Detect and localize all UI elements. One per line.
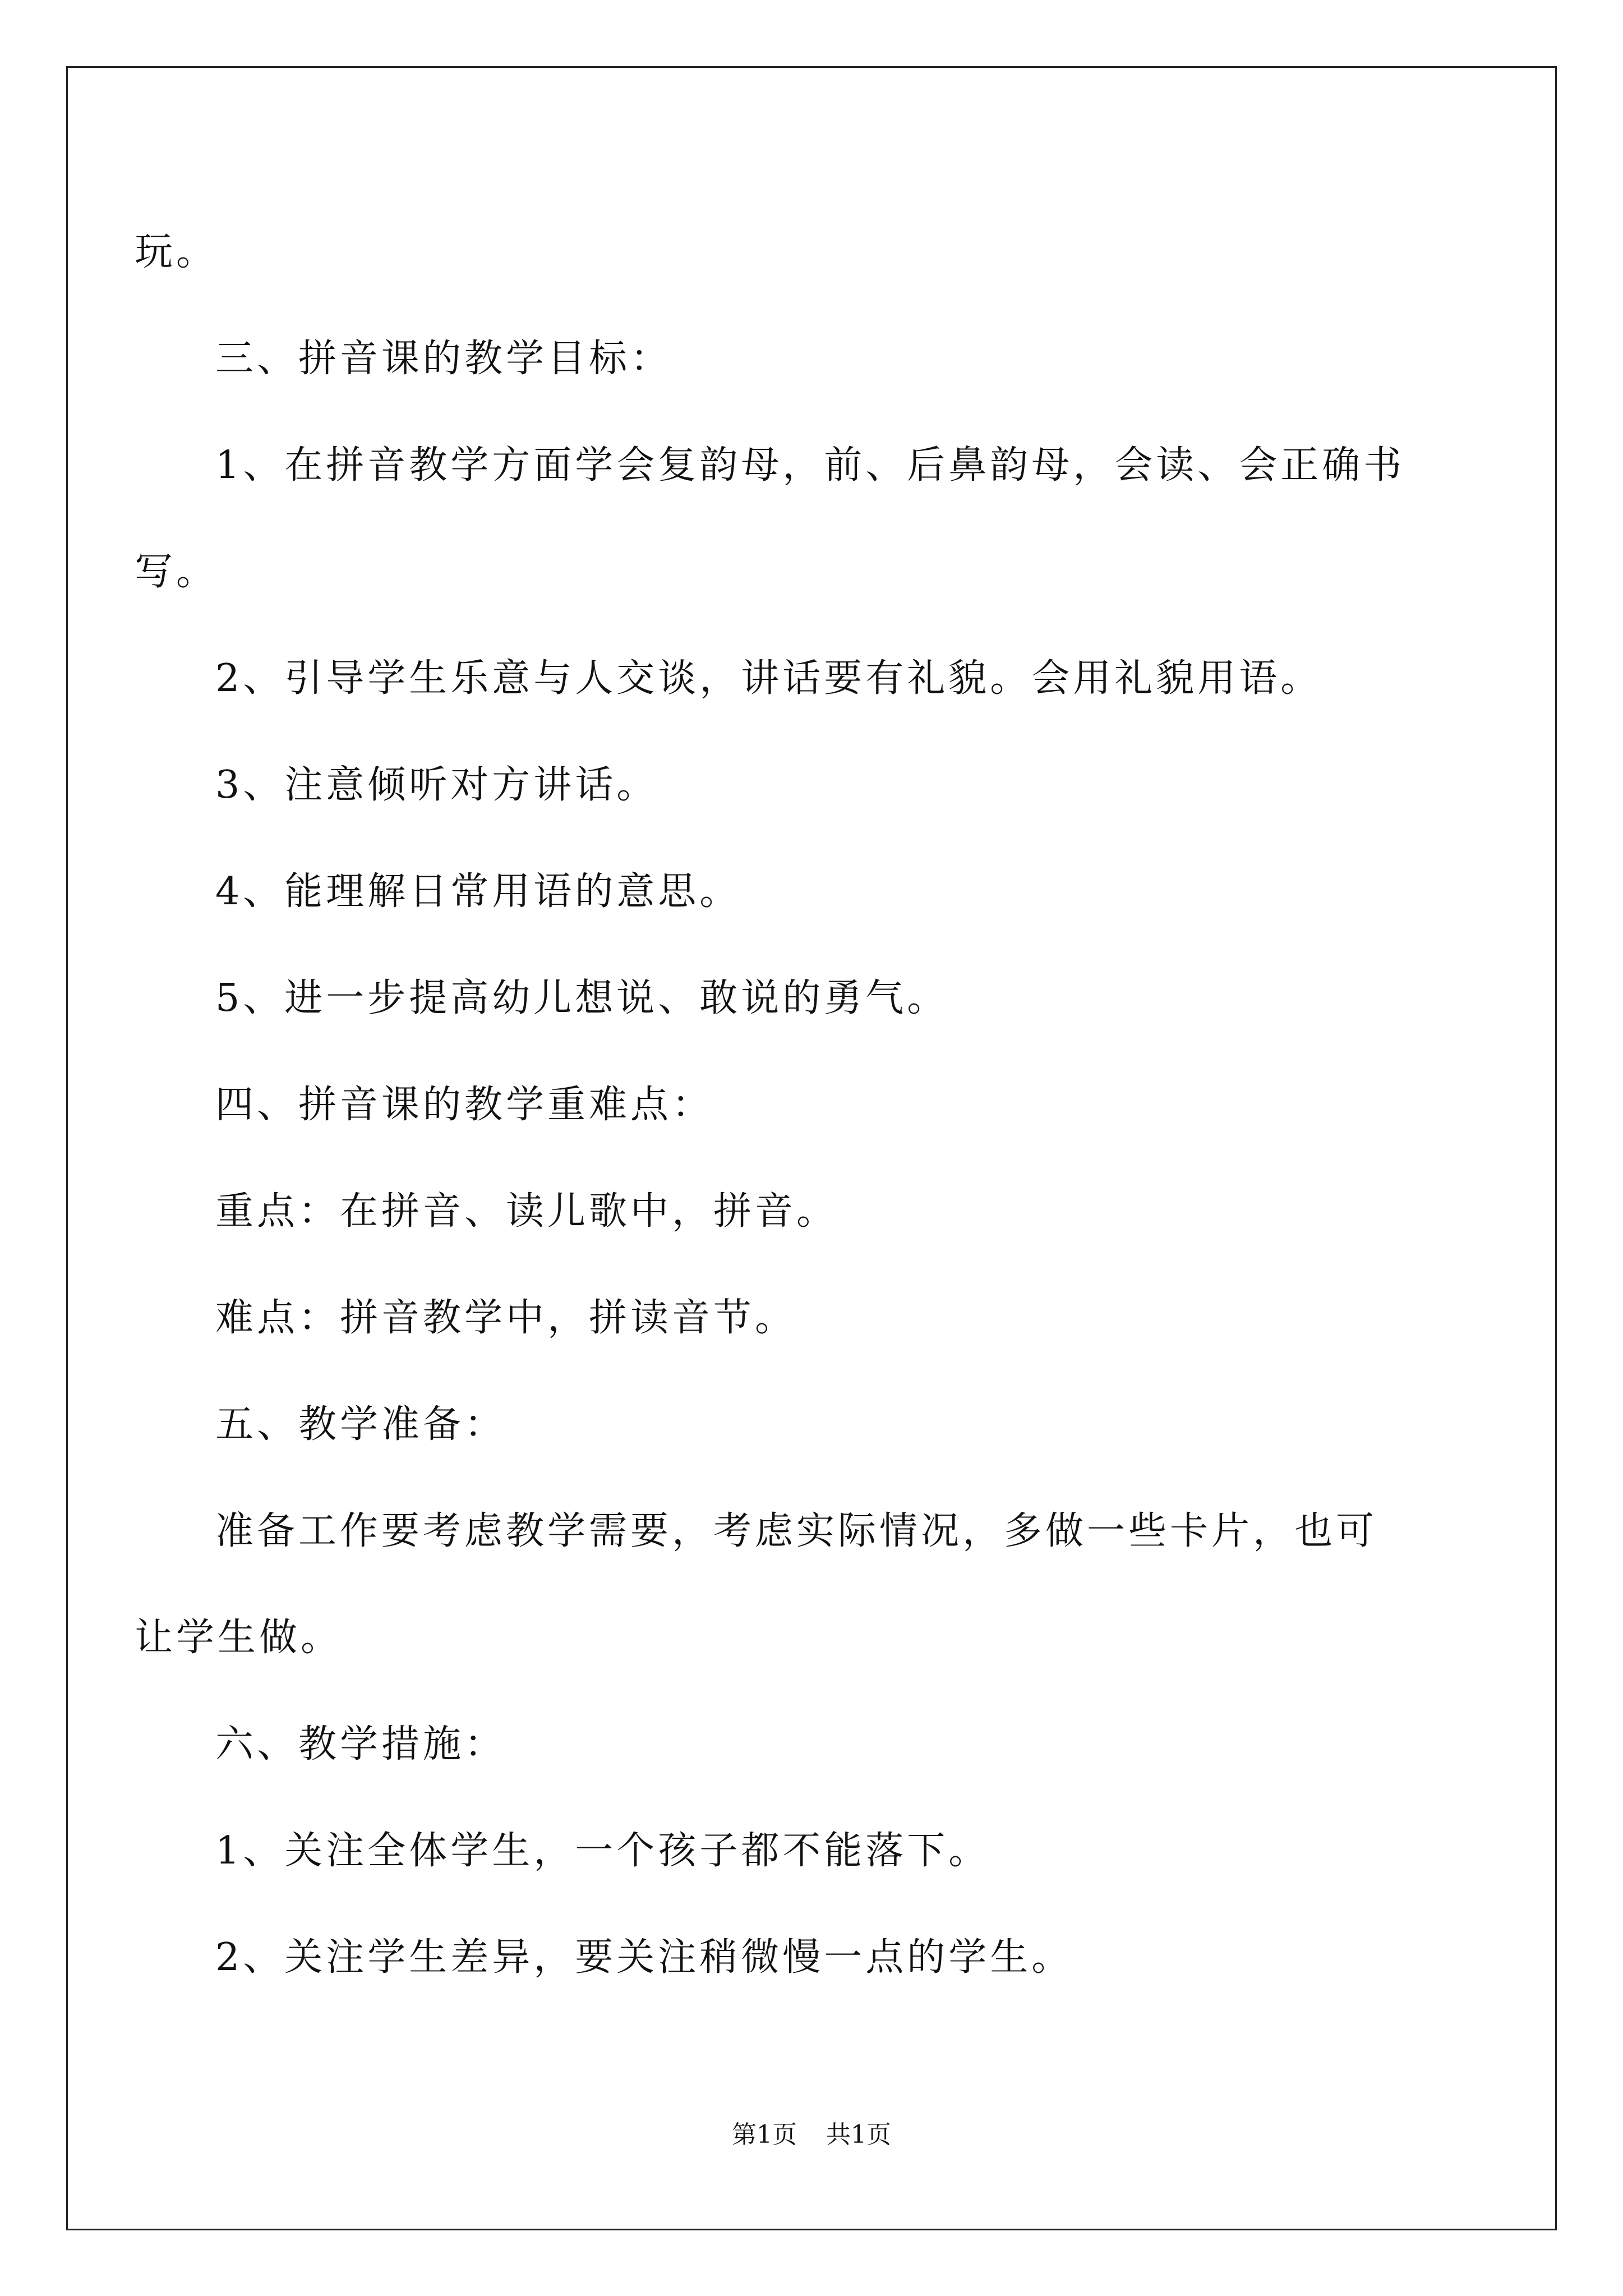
- text-line: 2、引导学生乐意与人交谈，讲话要有礼貌。会用礼貌用语。: [215, 656, 1322, 701]
- text-line: 3、注意倾听对方讲话。: [215, 763, 658, 807]
- text-line: 写。: [135, 550, 218, 594]
- text-line: 2、关注学生差异，要关注稍微慢一点的学生。: [215, 1935, 1073, 1980]
- text-line: 4、能理解日常用语的意思。: [215, 869, 741, 914]
- section-heading: 五、教学准备：: [215, 1402, 506, 1447]
- text-line: 让学生做。: [135, 1616, 343, 1660]
- section-heading: 四、拼音课的教学重难点：: [215, 1083, 714, 1127]
- text-line: 1、在拼音教学方面学会复韵母，前、后鼻韵母，会读、会正确书: [215, 443, 1405, 487]
- text-line: 重点：在拼音、读儿歌中，拼音。: [215, 1189, 838, 1234]
- text-line: 玩。: [135, 230, 218, 274]
- text-line: 1、关注全体学生，一个孩子都不能落下。: [215, 1829, 990, 1873]
- page-footer: [0, 2119, 1623, 2151]
- section-heading: 三、拼音课的教学目标：: [215, 337, 672, 381]
- text-line: 准备工作要考虑教学需要，考虑实际情况，多做一些卡片，也可: [215, 1509, 1378, 1553]
- text-line: 难点：拼音教学中，拼读音节。: [215, 1296, 797, 1340]
- page-number-current: 第1页: [732, 2120, 797, 2149]
- page-number-total: 共1页: [826, 2120, 891, 2149]
- page-frame: [66, 66, 1557, 2230]
- section-heading: 六、教学措施：: [215, 1722, 506, 1766]
- text-line: 5、进一步提高幼儿想说、敢说的勇气。: [215, 976, 949, 1020]
